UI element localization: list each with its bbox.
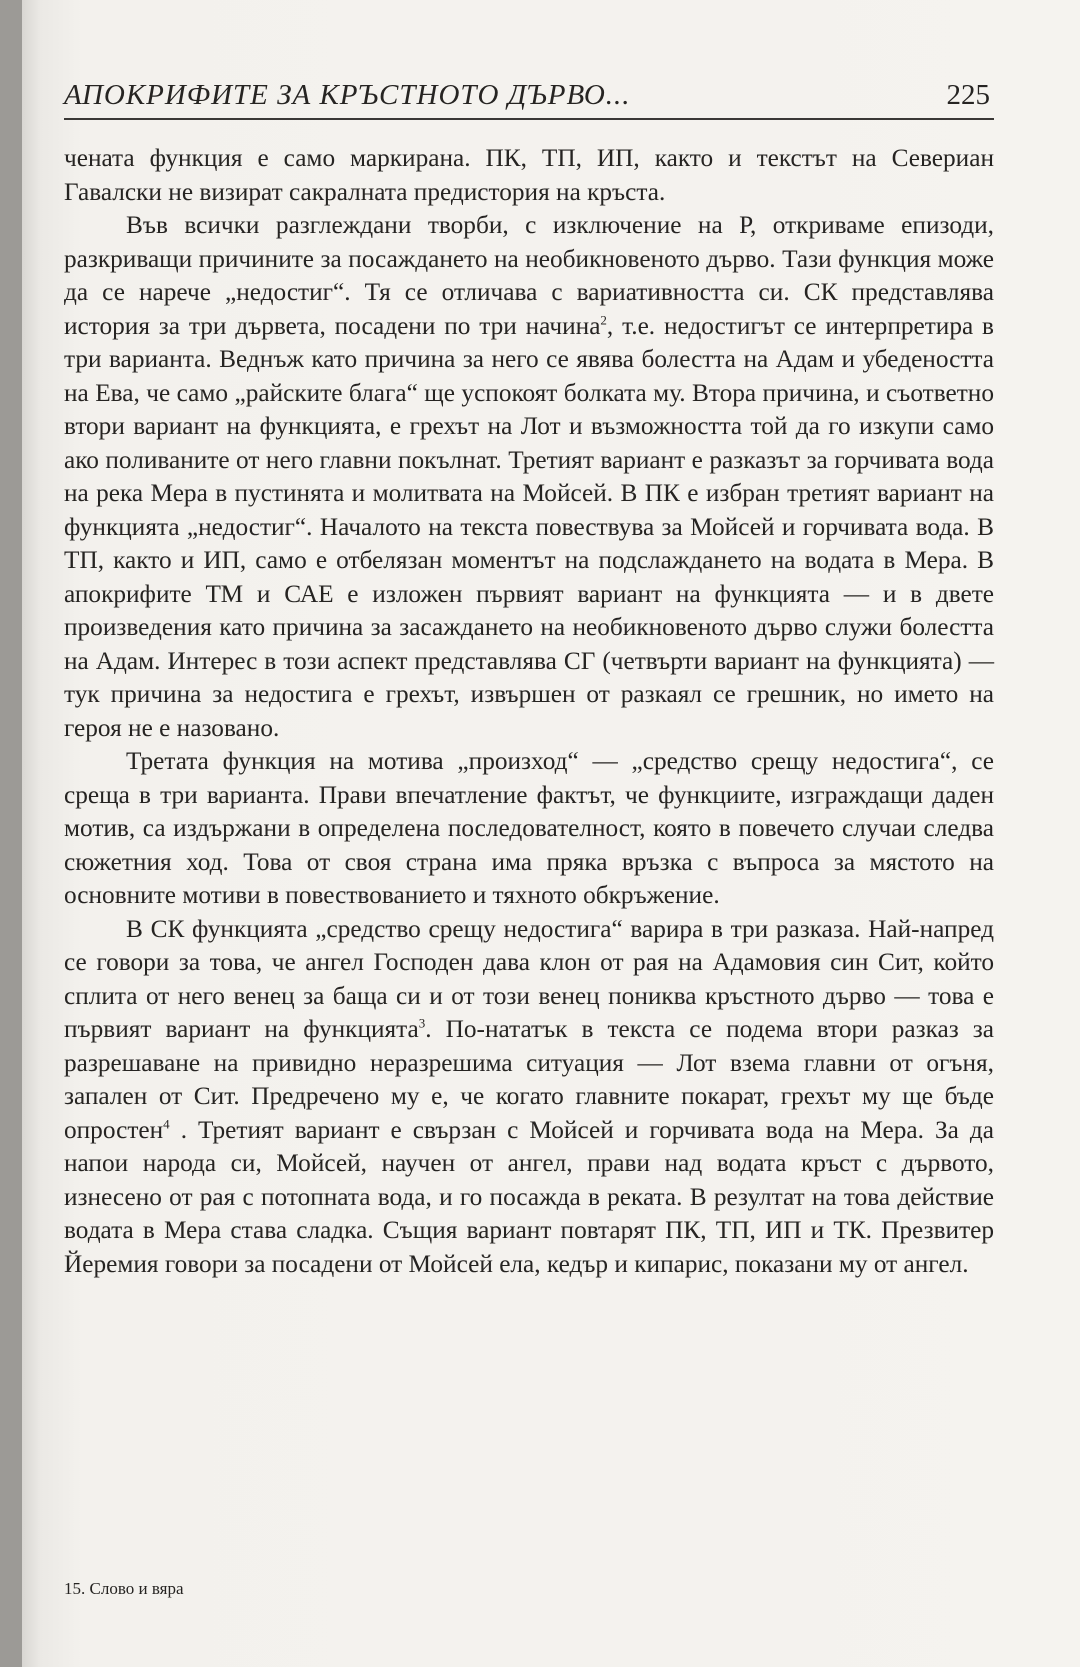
paragraph-2 [64, 209, 994, 745]
paragraph-4 [64, 913, 994, 1282]
paragraph-4-text-2: . По-нататък в текста се подема втори разказ за разрешаване на привидно неразрешима ситуация — Лот взема главни от огъня, запален от Сит. Предречено му е, че когато главните покарат, грехът му ще бъде опростен [64, 1015, 994, 1144]
book-page [22, 0, 1080, 1667]
paragraph-3-text: Третата функция на мотива „произход“ — „средство срещу недостига“, се среща в три варианта. Прави впечатление фактът, че функциите, изграждащи даден мотив, са издържани в определена последователност, която в повечето случаи следва сюжетния ход. Това от своя страна има пряка връзка с въпроса за мястото на основните мотиви в повествованието и тяхното обкръжение. [64, 747, 994, 909]
body-text [64, 142, 994, 1281]
paragraph-4-text-1: В СК функцията „средство срещу недостига“ варира в три разказа. Най-напред се говори за това, че ангел Господен дава клон от рая на Адамовия син Сит, който сплита от него венец за баща си и от този венец пониква кръстното дърво — това е първият вариант на функцията [64, 914, 994, 1043]
paragraph-2-text-before: Във всички разглеждани творби, с изключение на Р, откриваме епизоди, разкриващи причините за посаждането на необикновеното дърво. Тази функция може да се нарече „недостиг“. Тя се отличава с вариативността си. СК представлява история за три дървета, посадени по три начина [64, 211, 994, 340]
paragraph-1 [64, 142, 994, 209]
paragraph-1-text: чената функция е само маркирана. ПК, ТП, ИП, както и текстът на Севериан Гавалски не визират сакралната предистория на кръста. [64, 144, 994, 206]
signature-mark: 15. Слово и вяра [64, 1579, 184, 1598]
running-title: АПОКРИФИТЕ ЗА КРЪСТНОТО ДЪРВО... [64, 79, 631, 111]
footnote-marker-2: 2 [600, 312, 607, 328]
footnote-marker-4: 4 [163, 1116, 170, 1132]
running-header [64, 74, 994, 120]
paragraph-3 [64, 745, 994, 913]
page-number: 225 [946, 79, 990, 111]
footnote-marker-3: 3 [418, 1015, 426, 1031]
paragraph-2-text-after: , т.е. недостигът се интерпретира в три варианта. Веднъж като причина за него се явява болестта на Адам и убедеността на Ева, че само „райските блага“ ще успокоят болката му. Втора причина, и съответно втори вариант на функцията, е грехът на Лот и възможността той да го изкупи само ако поливаните от него главни покълнат. Третият вариант е разказът за горчивата вода на река Мера в пустинята и молитвата на Мойсей. В ПК е избран третият вариант на функцията „недостиг“. Началото на текста повествува за Мойсей и горчивата вода. В ТП, както и ИП, само е отбелязан моментът на подслаждането на водата в Мера. В апокрифите ТМ и САЕ е изложен първият вариант на функцията — и в двете произведения като причина за засаждането на необикновеното дърво служи болестта на Адам. Интерес в този аспект представлява СГ (четвърти вариант на функцията) — тук причина за недостига е грехът, извършен от разкаял се грешник, но името на героя не е назовано. [64, 311, 994, 742]
paragraph-4-text-3: . Третият вариант е свързан с Мойсей и горчивата вода на Мера. За да напои народа си, Мойсей, научен от ангел, прави над водата кръст с дървото, изнесено от рая с потопната вода, и го посажда в реката. В резултат на това действие водата в Мера става сладка. Същия вариант повтарят ПК, ТП, ИП и ТК. Презвитер Йеремия говори за посадени от Мойсей ела, кедър и кипарис, показани му от ангел. [64, 1115, 994, 1278]
